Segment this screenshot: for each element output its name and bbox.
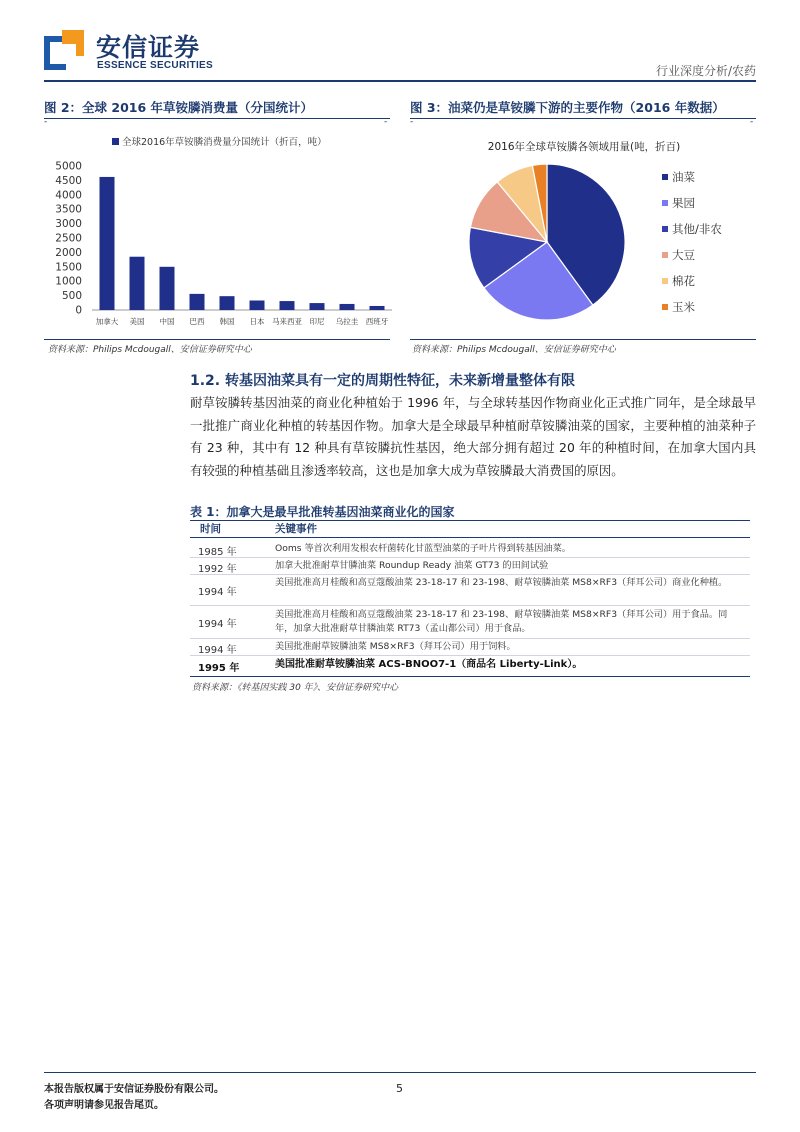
pie-legend-label: 其他/非农 xyxy=(672,222,722,236)
table-header-event: 关键事件 xyxy=(275,523,317,535)
bar-x-tick-label: 乌拉圭 xyxy=(335,317,359,326)
table-cell-event: 美国批准高月桂酸和高豆蔻酸油菜 23-18-17 和 23-198、耐草铵膦油菜 MS8×RF3（拜耳公司）商业化种植。 xyxy=(275,577,728,588)
table-row xyxy=(190,541,750,557)
table-row xyxy=(190,575,750,605)
bar-x-tick-label: 中国 xyxy=(159,317,175,326)
essence-logo-icon xyxy=(44,30,84,70)
table-row xyxy=(190,558,750,574)
bar-x-tick-label: 印尼 xyxy=(309,317,325,326)
pie-legend-swatch xyxy=(662,278,668,284)
pie-legend-swatch xyxy=(662,174,668,180)
pie-legend-label: 油菜 xyxy=(672,170,695,184)
figure-2-tick-right: - xyxy=(384,117,388,127)
bar-y-tick-label: 1000 xyxy=(55,275,82,288)
section-body-paragraph: 耐草铵膦转基因油菜的商业化种植始于 1996 年，与全球转基因作物商业化正式推广同年，是全球最早一批推广商业化种植的转基因作物。加拿大是全球最早种植耐草铵膦油菜的国家，主要种植的油菜种子有 23 种，其中有 12 种具有草铵膦抗性基因，绝大部分拥有超过 20 年的种植时间，在加拿大国内具有较强的种植基础且渗透率较高，这也是加拿大成为草铵膦最大消费国的原因。 xyxy=(190,395,756,478)
table-cell-year: 1994 年 xyxy=(198,645,237,656)
pie-legend-label: 大豆 xyxy=(672,248,695,262)
bar-x-tick-label: 西班牙 xyxy=(365,317,389,326)
bar-x-tick-label: 马来西亚 xyxy=(272,317,302,326)
bar-y-tick-label: 0 xyxy=(75,304,82,317)
figure-2-source: 资料来源：Philips Mcdougall、安信证券研究中心 xyxy=(48,345,252,355)
pie-legend-swatch xyxy=(662,200,668,206)
bar-legend-swatch xyxy=(112,138,119,145)
figure-2-bottom-rule xyxy=(44,339,390,340)
bar-x-tick-label: 韩国 xyxy=(219,317,235,326)
report-type-label: 行业深度分析/农药 xyxy=(655,64,756,78)
figure-3-source: 资料来源：Philips Mcdougall、安信证券研究中心 xyxy=(412,345,616,355)
footer-copyright: 本报告版权属于安信证券股份有限公司。 xyxy=(44,1084,224,1095)
figure-2-rule xyxy=(44,118,390,119)
bar-y-tick-label: 4500 xyxy=(55,174,82,187)
pie-legend-swatch xyxy=(662,252,668,258)
bar-legend-label: 全球2016年草铵膦消费量分国统计（折百，吨） xyxy=(122,137,327,148)
page-number: 5 xyxy=(396,1082,403,1095)
bar-6 xyxy=(280,301,295,310)
footer-divider xyxy=(44,1072,756,1073)
table-cell-year: 1992 年 xyxy=(198,564,237,575)
figure-3-title: 图 3：油菜仍是草铵膦下游的主要作物（2016 年数据） xyxy=(410,100,725,115)
bar-4 xyxy=(220,296,235,310)
header-divider xyxy=(44,80,756,82)
bar-chart xyxy=(44,126,396,336)
pie-chart xyxy=(410,126,756,336)
bar-9 xyxy=(370,306,385,310)
bar-y-tick-label: 4000 xyxy=(55,189,82,202)
table-cell-year: 1995 年 xyxy=(198,663,240,674)
bar-y-tick-label: 3500 xyxy=(55,203,82,216)
bar-y-tick-label: 500 xyxy=(61,290,82,303)
bar-y-tick-label: 2000 xyxy=(55,246,82,259)
table-1-source: 资料来源：《转基因实践 30 年》、安信证券研究中心 xyxy=(192,683,399,693)
bar-x-tick-label: 美国 xyxy=(129,317,145,326)
pie-chart-title: 2016年全球草铵膦各领域用量(吨，折百) xyxy=(487,141,681,153)
table-top-rule xyxy=(190,520,750,521)
bar-3 xyxy=(190,294,205,310)
table-cell-year: 1994 年 xyxy=(198,587,237,598)
bar-y-tick-label: 2500 xyxy=(55,232,82,245)
brand-name-en: ESSENCE SECURITIES xyxy=(97,60,213,71)
bar-y-tick-label: 5000 xyxy=(55,160,82,173)
bar-y-tick-label: 1500 xyxy=(55,261,82,274)
bar-0 xyxy=(100,177,115,310)
table-cell-year: 1985 年 xyxy=(198,547,237,558)
table-row xyxy=(190,656,750,674)
table-header-time: 时间 xyxy=(200,523,221,535)
table-cell-event: 美国批准耐草铵膦油菜 ACS-BNOO7-1（商品名 Liberty-Link）。 xyxy=(275,659,583,670)
bar-y-tick-label: 3000 xyxy=(55,218,82,231)
table-cell-year: 1994 年 xyxy=(198,619,237,630)
figure-3-rule xyxy=(410,118,756,119)
bar-chart-legend xyxy=(112,136,327,148)
table-bottom-rule xyxy=(190,676,750,677)
brand-name-cn: 安信证券 xyxy=(96,33,201,62)
pie-legend-label: 果园 xyxy=(672,196,695,210)
figure-3-tick-right: - xyxy=(750,117,754,127)
figure-2-tick-left: - xyxy=(44,117,48,127)
figure-3-bottom-rule xyxy=(410,339,756,340)
footer-disclaimer: 各项声明请参见报告尾页。 xyxy=(44,1100,164,1111)
table-row xyxy=(190,639,750,655)
table-cell-event: 美国批准高月桂酸和高豆蔻酸油菜 23-18-17 和 23-198、耐草铵膦油菜 MS8×RF3（拜耳公司）用于食品。同年，加拿大批准耐草甘膦油菜 RT73（孟山都公司）用于食品。 xyxy=(275,609,728,634)
table-cell-event: Ooms 等首次利用发根农杆菌转化甘蓝型油菜的子叶片得到转基因油菜。 xyxy=(275,543,571,554)
table-header-rule xyxy=(190,537,750,538)
pie-legend-label: 玉米 xyxy=(672,300,695,314)
pie-legend-swatch xyxy=(662,226,668,232)
bar-x-tick-label: 巴西 xyxy=(189,317,205,326)
table-1-title: 表 1：加拿大是最早批准转基因油菜商业化的国家 xyxy=(190,505,455,519)
bar-2 xyxy=(160,267,175,310)
bar-x-tick-label: 加拿大 xyxy=(95,317,119,326)
figure-3-tick-left: - xyxy=(410,117,414,127)
bar-x-tick-label: 日本 xyxy=(249,317,265,326)
section-heading: 1.2. 转基因油菜具有一定的周期性特征，未来新增量整体有限 xyxy=(190,373,575,389)
bar-8 xyxy=(340,304,355,310)
table-cell-event: 加拿大批准耐草甘膦油菜 Roundup Ready 油菜 GT73 的田间试验 xyxy=(275,560,549,571)
pie-legend-swatch xyxy=(662,304,668,310)
figure-2-title: 图 2：全球 2016 年草铵膦消费量（分国统计） xyxy=(44,100,314,115)
bar-1 xyxy=(130,257,145,310)
table-cell-event: 美国批准耐草铵膦油菜 MS8×RF3（拜耳公司）用于饲料。 xyxy=(275,641,516,652)
table-row xyxy=(190,606,750,638)
bar-5 xyxy=(250,300,265,310)
pie-legend-label: 棉花 xyxy=(672,274,695,288)
bar-7 xyxy=(310,303,325,310)
